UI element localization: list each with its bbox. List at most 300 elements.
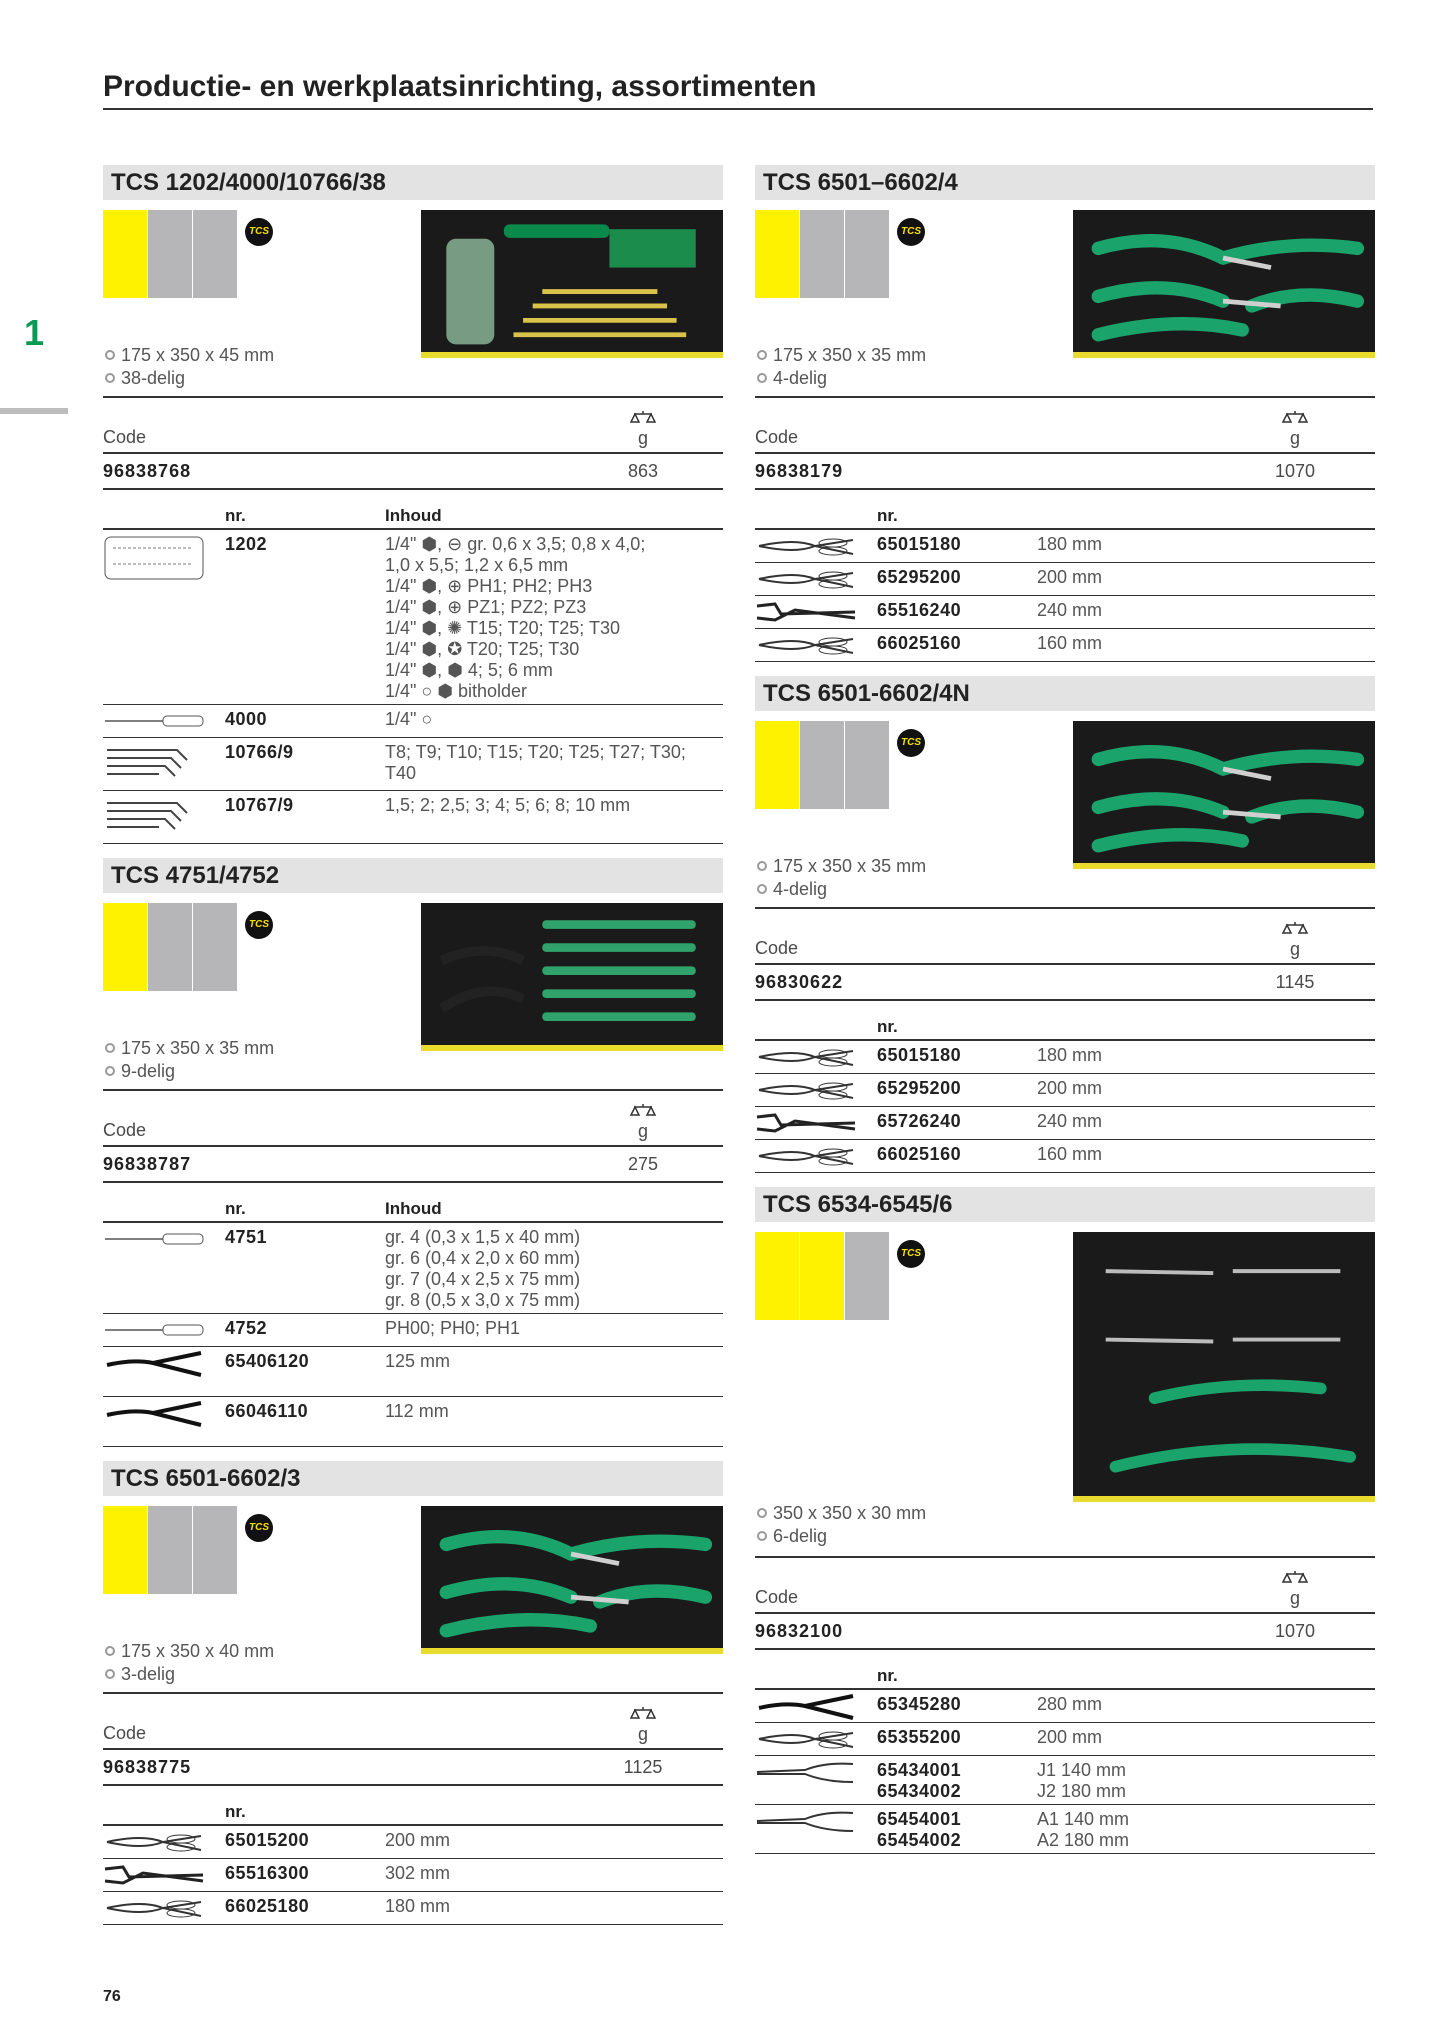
weight-scale-icon [1280, 1568, 1310, 1584]
product-specs [105, 1037, 274, 1083]
contents-header [103, 1197, 723, 1223]
item-number-line: 65015180 [877, 1045, 962, 1065]
tool-icon [755, 1760, 877, 1786]
weight-header [563, 1704, 723, 1744]
inhoud-header: Inhoud [385, 506, 442, 525]
weight-scale-icon [1280, 408, 1310, 424]
item-number-line: 65015200 [225, 1830, 310, 1850]
code-row [755, 454, 1375, 490]
item-number [225, 1401, 385, 1422]
item-contents-line: 1,0 x 5,5; 1,2 x 6,5 mm [385, 555, 569, 575]
weight-scale-icon [628, 408, 658, 424]
item-contents [1037, 1760, 1375, 1802]
product-overview [755, 1232, 1375, 1546]
item-number-line: 66025160 [877, 1144, 962, 1164]
weight-header [563, 1101, 723, 1141]
weight-unit: g [637, 1121, 648, 1141]
product-photo [1073, 210, 1375, 358]
inhoud-header: Inhoud [385, 1199, 442, 1218]
color-swatches [755, 210, 890, 298]
product-overview [103, 903, 723, 1083]
product-photo-image [421, 903, 723, 1045]
product-specs [105, 344, 274, 390]
scale-icon [1280, 919, 1310, 939]
contents-row [755, 596, 1375, 629]
circlip-icon [755, 1809, 857, 1835]
tool-icon [103, 1351, 225, 1377]
bullet-icon [757, 373, 767, 383]
code-label: Code [755, 427, 799, 447]
product-section [103, 1461, 723, 1925]
dimensions-value: 175 x 350 x 40 mm [121, 1641, 275, 1661]
color-swatches [103, 210, 238, 298]
color-swatch-grey [845, 721, 889, 809]
item-number-line: 65454001 [877, 1809, 962, 1829]
item-number [877, 1078, 1037, 1099]
item-number [225, 1318, 385, 1339]
color-swatch-yellow [103, 903, 147, 991]
pliers-icon [755, 1045, 857, 1071]
item-number [225, 534, 385, 555]
item-contents-line: 1/4" ⬢, ⬢ 4; 5; 6 mm [385, 660, 553, 680]
color-swatch-yellow [800, 1232, 844, 1320]
part-count [757, 367, 926, 390]
tool-icon [103, 1830, 225, 1856]
code-label: Code [755, 938, 799, 958]
contents-row [755, 563, 1375, 596]
nr-header: nr. [877, 506, 898, 525]
bullet-icon [105, 1646, 115, 1656]
item-number-line: 4000 [225, 709, 268, 729]
section-title: TCS 1202/4000/10766/38 [103, 165, 723, 200]
dimensions-value: 175 x 350 x 35 mm [121, 1038, 275, 1058]
article-weight: 1070 [1274, 1620, 1316, 1641]
item-contents-line: 1/4" ○ ⬢ bitholder [385, 681, 528, 701]
item-contents [1037, 1727, 1375, 1748]
item-number-line: 65516240 [877, 600, 962, 620]
tcs-badge-icon: TCS [245, 218, 273, 246]
bullet-icon [757, 861, 767, 871]
item-number [877, 600, 1037, 621]
tool-icon [103, 1318, 225, 1344]
item-contents [385, 795, 723, 816]
code-label: Code [103, 1120, 147, 1140]
contents-row [103, 1859, 723, 1892]
nr-header: nr. [877, 1666, 898, 1685]
tool-icon [755, 1809, 877, 1835]
black-icon [103, 1351, 205, 1377]
code-table-header [755, 1558, 1375, 1614]
item-contents [385, 1351, 723, 1372]
color-swatch-grey [148, 210, 192, 298]
contents-table [103, 1800, 723, 1925]
item-contents-line: 1/4" ⬢, ⊕ PZ1; PZ2; PZ3 [385, 597, 587, 617]
code-table [103, 1692, 723, 1786]
tool-icon [103, 709, 225, 735]
article-weight: 275 [627, 1153, 659, 1174]
item-contents [1037, 633, 1375, 654]
code-table-header [103, 398, 723, 454]
color-swatches [103, 903, 238, 991]
dimensions [757, 344, 926, 367]
item-contents-line: 280 mm [1037, 1694, 1103, 1714]
item-number-line: 65355200 [877, 1727, 962, 1747]
color-swatches [755, 721, 890, 809]
item-number [225, 1351, 385, 1372]
chapter-number: 1 [24, 312, 45, 353]
product-photo [421, 210, 723, 358]
product-photo-image [421, 1506, 723, 1648]
code-table [103, 396, 723, 490]
item-contents-line: 200 mm [1037, 1078, 1103, 1098]
contents-row [755, 530, 1375, 563]
item-contents [385, 1401, 723, 1422]
color-swatch-yellow [103, 210, 147, 298]
item-contents-line: 160 mm [1037, 633, 1103, 653]
part-count [105, 1663, 274, 1686]
product-photo-image [421, 210, 723, 352]
tool-icon [755, 1078, 877, 1104]
item-contents-line: J1 140 mm [1037, 1760, 1127, 1780]
product-photo-image [1073, 210, 1375, 352]
product-specs [757, 855, 926, 901]
pliers-icon [755, 567, 857, 593]
dimensions [757, 1502, 926, 1525]
color-swatch-yellow [103, 1506, 147, 1594]
item-number [877, 1144, 1037, 1165]
contents-table [755, 504, 1375, 662]
item-contents [1037, 600, 1375, 621]
color-swatch-grey [193, 903, 237, 991]
contents-row [755, 1074, 1375, 1107]
code-table-header [755, 909, 1375, 965]
contents-row [103, 1314, 723, 1347]
black-icon [755, 1694, 857, 1720]
section-title: TCS 6501–6602/4 [755, 165, 1375, 200]
circlip-icon [755, 1760, 857, 1786]
item-number-line: 65434001 [877, 1760, 962, 1780]
dimensions [105, 1640, 274, 1663]
tool-icon [103, 534, 225, 580]
item-number-line: 65295200 [877, 567, 962, 587]
item-number [225, 1227, 385, 1248]
item-contents-line: 1,5; 2; 2,5; 3; 4; 5; 6; 8; 10 mm [385, 795, 631, 815]
tool-icon [755, 1045, 877, 1071]
black-icon [103, 1401, 205, 1427]
contents-row [755, 1690, 1375, 1723]
bitbox-icon [103, 534, 205, 580]
item-contents-line: T40 [385, 763, 417, 783]
item-number [225, 1863, 385, 1884]
part-count-value: 4-delig [773, 879, 828, 899]
code-table [755, 1556, 1375, 1650]
item-number [225, 1896, 385, 1917]
item-contents-line: gr. 6 (0,4 x 2,0 x 60 mm) [385, 1248, 581, 1268]
article-code: 96832100 [755, 1620, 844, 1641]
color-swatch-grey [800, 210, 844, 298]
bullet-icon [105, 350, 115, 360]
item-contents-line: 200 mm [1037, 1727, 1103, 1747]
section-title: TCS 6501-6602/3 [103, 1461, 723, 1496]
item-number-line: 66046110 [225, 1401, 309, 1421]
product-section [755, 165, 1375, 662]
pliers-icon [755, 1727, 857, 1753]
page-title: Productie- en werkplaatsinrichting, assortimenten [103, 70, 1373, 110]
item-contents-line: 1/4" ○ [385, 709, 433, 729]
contents-row [103, 1892, 723, 1925]
code-table-header [755, 398, 1375, 454]
tool-icon [755, 1144, 877, 1170]
product-photo [1073, 1232, 1375, 1502]
weight-scale-icon [1280, 919, 1310, 935]
item-contents-line: gr. 7 (0,4 x 2,5 x 75 mm) [385, 1269, 581, 1289]
tool-icon [755, 1694, 877, 1720]
item-contents [1037, 1144, 1375, 1165]
color-swatch-grey [193, 1506, 237, 1594]
tool-icon [103, 795, 225, 841]
code-row [103, 454, 723, 490]
tool-icon [103, 1896, 225, 1922]
item-contents-line: 302 mm [385, 1863, 451, 1883]
contents-row [103, 1397, 723, 1447]
item-number [225, 709, 385, 730]
article-code: 96838768 [103, 460, 192, 481]
weight-header [1215, 919, 1375, 959]
item-contents-line: 240 mm [1037, 1111, 1103, 1131]
dimensions [757, 855, 926, 878]
bullet-icon [757, 884, 767, 894]
code-row [755, 1614, 1375, 1650]
weight-unit: g [1289, 428, 1300, 448]
contents-row [103, 1347, 723, 1397]
weight-unit: g [637, 1724, 648, 1744]
item-contents-line: 240 mm [1037, 600, 1103, 620]
dimensions-value: 175 x 350 x 35 mm [773, 856, 927, 876]
item-number [877, 1760, 1037, 1802]
tcs-badge-icon: TCS [897, 1240, 925, 1268]
product-photo-image [1073, 1232, 1375, 1496]
nr-header: nr. [225, 506, 246, 525]
tool-icon [755, 567, 877, 593]
article-weight: 1070 [1274, 460, 1316, 481]
bullet-icon [757, 1531, 767, 1541]
dimensions-value: 175 x 350 x 45 mm [121, 345, 275, 365]
tool-icon [755, 1111, 877, 1137]
contents-row [755, 1723, 1375, 1756]
contents-row [103, 738, 723, 791]
part-count-value: 9-delig [121, 1061, 176, 1081]
part-count-value: 3-delig [121, 1664, 176, 1684]
item-contents [1037, 1111, 1375, 1132]
weight-unit: g [637, 428, 648, 448]
item-number-line: 65295200 [877, 1078, 962, 1098]
item-number-line: 65015180 [877, 534, 962, 554]
item-number-line: 66025180 [225, 1896, 310, 1916]
tool-icon [103, 1863, 225, 1889]
product-specs [757, 1502, 926, 1548]
tool-icon [103, 1401, 225, 1427]
pliers-icon [103, 1830, 205, 1856]
contents-row [103, 791, 723, 844]
scale-icon [628, 408, 658, 428]
contents-header [755, 1664, 1375, 1690]
tool-icon [755, 1727, 877, 1753]
contents-row [755, 1756, 1375, 1805]
bullet-icon [105, 1669, 115, 1679]
item-contents-line: 1/4" ⬢, ⊖ gr. 0,6 x 3,5; 0,8 x 4,0; [385, 534, 646, 554]
contents-table [103, 504, 723, 844]
product-section [755, 1187, 1375, 1854]
contents-row [103, 1223, 723, 1314]
color-swatch-grey [845, 1232, 889, 1320]
item-contents-line: gr. 4 (0,3 x 1,5 x 40 mm) [385, 1227, 581, 1247]
item-contents-line: J2 180 mm [1037, 1781, 1127, 1801]
color-swatch-grey [148, 903, 192, 991]
product-overview [755, 210, 1375, 390]
product-photo [421, 903, 723, 1051]
right-column [755, 165, 1375, 1868]
color-swatches [103, 1506, 238, 1594]
pliers-icon [755, 633, 857, 659]
product-section [755, 676, 1375, 1173]
weight-header [1215, 1568, 1375, 1608]
color-swatch-yellow [755, 1232, 799, 1320]
pliers-icon [755, 534, 857, 560]
scale-icon [1280, 1568, 1310, 1588]
color-swatch-yellow [755, 210, 799, 298]
item-number-line: 4751 [225, 1227, 268, 1247]
weight-header [563, 408, 723, 448]
keys-icon [103, 742, 205, 788]
item-number-line: 4752 [225, 1318, 268, 1338]
item-number-line: 65516300 [225, 1863, 310, 1883]
tool-icon [755, 534, 877, 560]
article-code: 96838787 [103, 1153, 192, 1174]
tool-icon [103, 742, 225, 788]
item-number [877, 633, 1037, 654]
keys-icon [103, 795, 205, 841]
tcs-badge-icon: TCS [245, 911, 273, 939]
code-table-header [103, 1091, 723, 1147]
item-contents [385, 1318, 723, 1339]
article-code: 96838179 [755, 460, 844, 481]
item-contents [385, 1227, 723, 1311]
part-count-value: 4-delig [773, 368, 828, 388]
part-count-value: 38-delig [121, 368, 186, 388]
section-title: TCS 4751/4752 [103, 858, 723, 893]
chapter-marker [0, 408, 68, 414]
dimensions [105, 344, 274, 367]
item-number-line: 10767/9 [225, 795, 294, 815]
product-specs [105, 1640, 274, 1686]
item-number-line: 66025160 [877, 633, 962, 653]
product-photo [421, 1506, 723, 1654]
item-number-line: 65454002 [877, 1830, 962, 1850]
product-overview [103, 210, 723, 390]
item-contents-line: gr. 8 (0,5 x 3,0 x 75 mm) [385, 1290, 581, 1310]
item-contents-line: 1/4" ⬢, ⊕ PH1; PH2; PH3 [385, 576, 593, 596]
part-count [105, 367, 274, 390]
pliers-icon [755, 1144, 857, 1170]
weight-unit: g [1289, 939, 1300, 959]
bullet-icon [105, 1043, 115, 1053]
bullet-icon [757, 350, 767, 360]
item-number-line: 65406120 [225, 1351, 310, 1371]
item-number-line: 65345280 [877, 1694, 962, 1714]
tcs-badge-icon: TCS [897, 729, 925, 757]
article-code: 96830622 [755, 971, 844, 992]
part-count-value: 6-delig [773, 1526, 828, 1546]
weight-header [1215, 408, 1375, 448]
item-number [877, 1727, 1037, 1748]
item-number [877, 1045, 1037, 1066]
screwdriver-icon [103, 709, 205, 735]
item-contents-line: 200 mm [385, 1830, 451, 1850]
product-photo-image [1073, 721, 1375, 863]
article-weight: 1125 [623, 1756, 663, 1777]
code-table-header [103, 1694, 723, 1750]
item-contents-line: 180 mm [1037, 1045, 1103, 1065]
article-weight: 1145 [1275, 971, 1315, 992]
contents-row [755, 629, 1375, 662]
weight-scale-icon [628, 1101, 658, 1117]
water-icon [755, 600, 857, 626]
part-count [105, 1060, 274, 1083]
item-contents [1037, 567, 1375, 588]
item-contents [1037, 1694, 1375, 1715]
item-contents-line: 1/4" ⬢, ✺ T15; T20; T25; T30 [385, 618, 620, 638]
bullet-icon [105, 373, 115, 383]
item-number [225, 795, 385, 816]
item-number [877, 534, 1037, 555]
item-contents-line: 180 mm [1037, 534, 1103, 554]
screwdriver-icon [103, 1227, 205, 1253]
item-contents [385, 709, 723, 730]
water-icon [755, 1111, 857, 1137]
product-section [103, 165, 723, 844]
contents-row [755, 1107, 1375, 1140]
item-number [877, 1111, 1037, 1132]
pliers-icon [103, 1896, 205, 1922]
contents-row [103, 530, 723, 705]
tcs-badge-icon: TCS [245, 1514, 273, 1542]
weight-unit: g [1289, 1588, 1300, 1608]
item-contents [385, 1863, 723, 1884]
part-count [757, 1525, 926, 1548]
product-photo [1073, 721, 1375, 869]
screwdriver-icon [103, 1318, 205, 1344]
scale-icon [1280, 408, 1310, 428]
product-section [103, 858, 723, 1447]
contents-table [755, 1015, 1375, 1173]
nr-header: nr. [225, 1802, 246, 1821]
item-contents-line: 200 mm [1037, 567, 1103, 587]
code-row [103, 1147, 723, 1183]
page-number: 76 [103, 1988, 121, 2005]
item-contents [385, 1896, 723, 1917]
item-contents-line: PH00; PH0; PH1 [385, 1318, 521, 1338]
scale-icon [628, 1704, 658, 1724]
item-number [225, 1830, 385, 1851]
item-number [225, 742, 385, 763]
tool-icon [103, 1227, 225, 1253]
item-contents-line: A1 140 mm [1037, 1809, 1130, 1829]
section-title: TCS 6534-6545/6 [755, 1187, 1375, 1222]
contents-header [755, 504, 1375, 530]
code-label: Code [755, 1587, 799, 1607]
product-overview [755, 721, 1375, 901]
item-number [877, 567, 1037, 588]
